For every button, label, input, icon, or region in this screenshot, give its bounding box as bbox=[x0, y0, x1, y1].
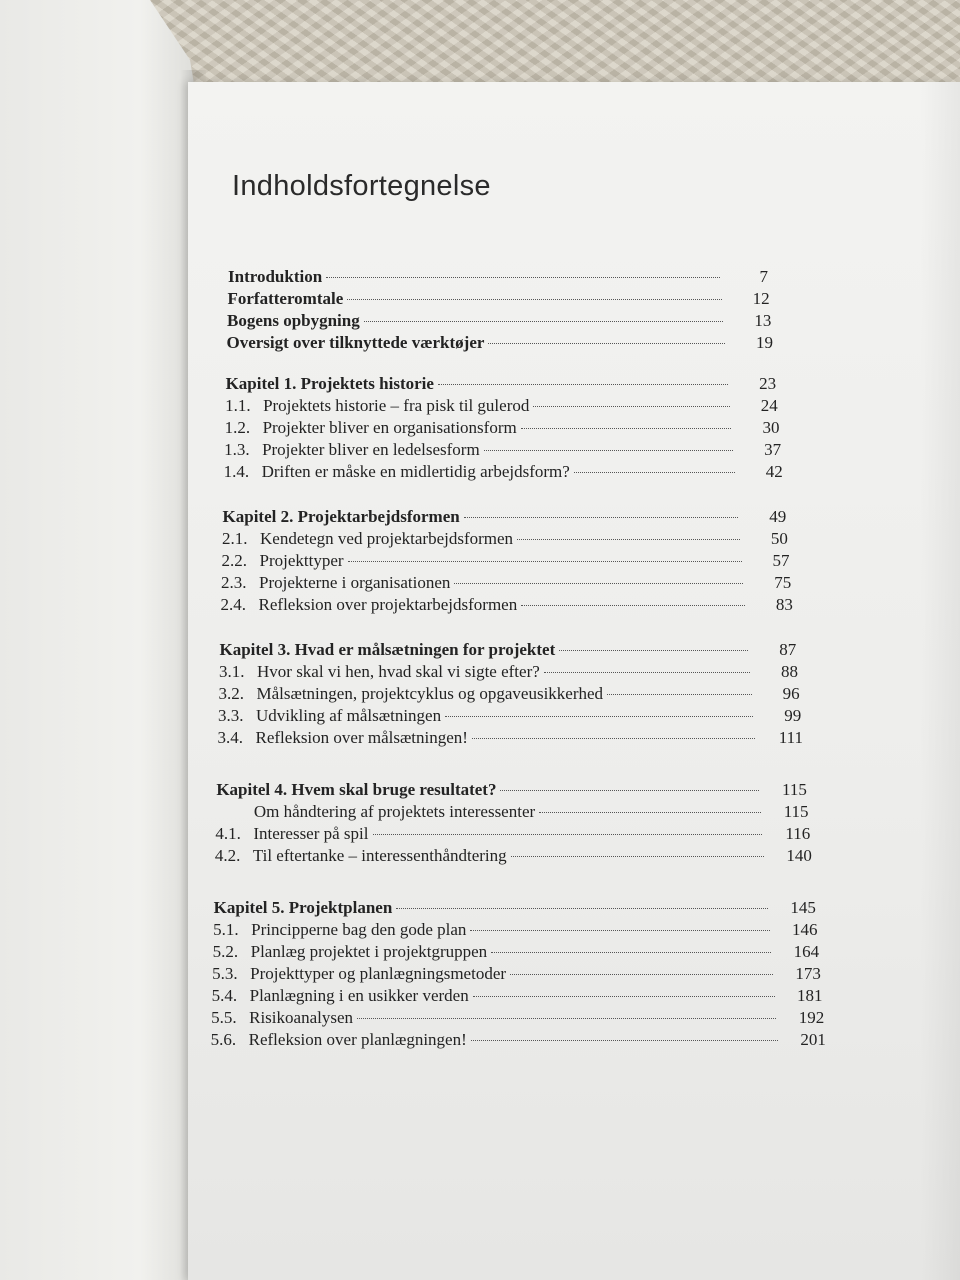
toc-entry-page-number: 116 bbox=[785, 824, 811, 843]
toc-entry-page-number: 115 bbox=[782, 780, 807, 799]
dot-leader bbox=[348, 561, 742, 562]
dot-leader bbox=[473, 996, 775, 997]
toc-entry-title: Projekter bliver en ledelsesform bbox=[262, 440, 480, 459]
toc-entry-number: 4.2. bbox=[214, 846, 241, 865]
toc-entry-page-number: 30 bbox=[762, 418, 780, 437]
toc-entry-number: 2.1. bbox=[222, 529, 248, 548]
dot-leader bbox=[574, 472, 735, 473]
toc-entry bbox=[213, 941, 820, 963]
dot-leader bbox=[364, 321, 724, 322]
dot-leader bbox=[521, 605, 745, 606]
toc-entry-title: Til eftertanke – interessenthåndtering bbox=[252, 846, 507, 865]
toc-entry bbox=[218, 727, 803, 749]
dot-leader bbox=[471, 1040, 778, 1041]
toc-entry-title: Bogens opbygning bbox=[226, 311, 360, 330]
dot-leader bbox=[491, 952, 771, 953]
dot-leader bbox=[484, 450, 733, 451]
toc-entry-page-number: 99 bbox=[784, 706, 802, 725]
toc-entry-title: Målsætningen, projektcyklus og opgaveusikkerhed bbox=[256, 684, 604, 703]
toc-entry bbox=[224, 439, 781, 461]
toc-entry-title: Oversigt over tilknyttede værktøjer bbox=[226, 333, 485, 352]
toc-entry-title: Kendetegn ved projektarbejdsformen bbox=[260, 529, 514, 548]
toc-entry-number: 5.5. bbox=[211, 1008, 237, 1027]
toc-entry-title: Interesser på spil bbox=[253, 824, 369, 843]
dot-leader bbox=[500, 790, 758, 791]
toc-entry-title: Principperne bag den gode plan bbox=[251, 920, 467, 939]
toc-entry-title: Forfatteromtale bbox=[227, 289, 344, 308]
toc-entry-page-number: 173 bbox=[795, 964, 821, 983]
dot-leader bbox=[559, 650, 748, 651]
dot-leader bbox=[510, 974, 773, 975]
toc-entry-number: 4.1. bbox=[215, 824, 241, 843]
toc-entry-page-number: 111 bbox=[778, 728, 803, 747]
toc-entry-title: Planlægning i en usikker verden bbox=[249, 986, 469, 1005]
toc-entry bbox=[219, 683, 800, 705]
toc-entry-number: 3.1. bbox=[219, 662, 245, 681]
toc-entry-page-number: 24 bbox=[760, 396, 778, 415]
dot-leader bbox=[326, 277, 720, 278]
toc-entry bbox=[224, 461, 783, 483]
toc-entry bbox=[211, 1029, 826, 1051]
page-shadow bbox=[920, 82, 960, 1280]
dot-leader bbox=[544, 672, 750, 673]
toc-entry bbox=[222, 550, 790, 572]
toc-entry-title: Refleksion over målsætningen! bbox=[255, 728, 468, 747]
toc-entry-title: Risikoanalysen bbox=[249, 1008, 354, 1027]
toc-entry-title: Kapitel 1. Projektets historie bbox=[225, 374, 434, 393]
toc-entry-title: Hvor skal vi hen, hvad skal vi sigte efter? bbox=[257, 662, 540, 681]
toc-entry bbox=[212, 985, 823, 1007]
toc-entry-title: Projekttyper og planlægningsmetoder bbox=[250, 964, 507, 983]
toc-entry-page-number: 7 bbox=[759, 267, 768, 286]
toc-entry-number: 3.4. bbox=[217, 728, 243, 747]
dot-leader bbox=[607, 694, 752, 695]
dot-leader bbox=[373, 834, 763, 835]
toc-entry bbox=[219, 661, 798, 683]
toc-entry-page-number: 164 bbox=[793, 942, 820, 961]
dot-leader bbox=[470, 930, 769, 931]
toc-entry-number: 1.4. bbox=[223, 462, 250, 481]
toc-entry-number: 5.1. bbox=[213, 920, 239, 939]
page-title: Indholdsfortegnelse bbox=[232, 170, 491, 202]
toc-entry-page-number: 146 bbox=[792, 920, 818, 939]
toc-entry-page-number: 13 bbox=[754, 311, 772, 330]
toc-entry-page-number: 181 bbox=[797, 986, 823, 1005]
toc-entry-title: Projekttyper bbox=[259, 551, 344, 570]
toc-entry-page-number: 192 bbox=[798, 1008, 825, 1027]
dot-leader bbox=[454, 583, 743, 584]
dot-leader bbox=[347, 299, 721, 300]
toc-entry bbox=[225, 395, 778, 417]
toc-entry bbox=[226, 373, 777, 395]
toc-entry-number: 2.4. bbox=[220, 595, 247, 614]
toc-entry bbox=[213, 919, 817, 941]
toc-entry-number: 5.6. bbox=[210, 1030, 237, 1049]
toc-entry-title: Projekterne i organisationen bbox=[259, 573, 451, 592]
toc-entry bbox=[212, 963, 821, 985]
toc-entry-page-number: 145 bbox=[790, 898, 816, 917]
left-page bbox=[0, 0, 200, 1280]
toc-entry-page-number: 19 bbox=[755, 333, 773, 352]
toc-entry-number: 5.3. bbox=[212, 964, 238, 983]
toc-entry bbox=[211, 1007, 824, 1029]
toc-entry-page-number: 37 bbox=[764, 440, 782, 459]
dot-leader bbox=[472, 738, 755, 739]
toc-entry-number: 1.3. bbox=[224, 440, 250, 459]
dot-leader bbox=[539, 812, 760, 813]
toc-entry-page-number: 75 bbox=[774, 573, 792, 592]
toc-entry bbox=[214, 897, 816, 919]
toc-entry bbox=[226, 332, 773, 354]
toc-entry-number: 2.2. bbox=[221, 551, 248, 570]
toc-entry-title: Refleksion over planlægningen! bbox=[248, 1030, 467, 1049]
toc-entry-title: Kapitel 2. Projektarbejdsformen bbox=[222, 507, 460, 526]
toc-entry-title: Kapitel 4. Hvem skal bruge resultatet? bbox=[216, 780, 497, 799]
dot-leader bbox=[521, 428, 732, 429]
toc-entry-title: Projektets historie – fra pisk til gulerod bbox=[263, 396, 530, 415]
toc-entry bbox=[215, 845, 812, 867]
dot-leader bbox=[488, 343, 725, 344]
toc-entry bbox=[221, 572, 791, 594]
toc-entry bbox=[228, 266, 768, 288]
toc-entry-page-number: 12 bbox=[752, 289, 770, 308]
dot-leader bbox=[464, 517, 738, 518]
toc-entry bbox=[227, 310, 771, 332]
toc-entry bbox=[227, 288, 769, 310]
toc-entry bbox=[218, 705, 801, 727]
toc-entry-page-number: 23 bbox=[759, 374, 777, 393]
toc-entry-page-number: 83 bbox=[775, 595, 793, 614]
toc-entry bbox=[221, 594, 793, 616]
toc-entry-title: Kapitel 5. Projektplanen bbox=[213, 898, 393, 917]
toc-entry-page-number: 49 bbox=[769, 507, 787, 526]
toc-entry-title: Planlæg projektet i projektgruppen bbox=[250, 942, 488, 961]
toc-entry-page-number: 96 bbox=[782, 684, 800, 703]
toc-entry-title: Kapitel 3. Hvad er målsætningen for projektet bbox=[219, 640, 556, 659]
toc-page bbox=[188, 82, 960, 1280]
toc-entry-page-number: 115 bbox=[783, 802, 809, 821]
toc-entry-title: Introduktion bbox=[228, 267, 323, 286]
toc-entry-number: 5.2. bbox=[212, 942, 239, 961]
toc-entry-page-number: 201 bbox=[800, 1030, 826, 1049]
dot-leader bbox=[533, 406, 729, 407]
toc-entry-page-number: 87 bbox=[779, 640, 797, 659]
toc-entry-title: Driften er måske en midlertidig arbejdsform? bbox=[261, 462, 570, 481]
dot-leader bbox=[357, 1018, 776, 1019]
toc-entry bbox=[216, 779, 807, 801]
toc-entry bbox=[225, 417, 780, 439]
toc-entry-title: Projekter bliver en organisationsform bbox=[262, 418, 517, 437]
dot-leader bbox=[511, 856, 764, 857]
toc-entry-number: 1.2. bbox=[224, 418, 251, 437]
dot-leader bbox=[445, 716, 753, 717]
toc-entry-page-number: 57 bbox=[772, 551, 790, 570]
toc-entry-page-number: 140 bbox=[786, 846, 812, 865]
toc-entry-number: 1.1. bbox=[225, 396, 251, 415]
toc-entry bbox=[223, 506, 787, 528]
toc-entry bbox=[220, 639, 797, 661]
toc-entry-number: 3.2. bbox=[218, 684, 244, 703]
toc-entry bbox=[222, 528, 788, 550]
toc-entry-page-number: 42 bbox=[765, 462, 783, 481]
toc-entry-number: 2.3. bbox=[221, 573, 247, 592]
toc-entry bbox=[216, 801, 809, 823]
toc-entry-number: 3.3. bbox=[218, 706, 244, 725]
toc-entry-page-number: 88 bbox=[780, 662, 798, 681]
toc-entry bbox=[215, 823, 810, 845]
toc-entry-number: 5.4. bbox=[211, 986, 238, 1005]
dot-leader bbox=[396, 908, 768, 909]
toc-entry-title: Refleksion over projektarbejdsformen bbox=[258, 595, 518, 614]
toc-entry-title: Udvikling af målsætningen bbox=[256, 706, 442, 725]
toc-entry-page-number: 50 bbox=[770, 529, 788, 548]
dot-leader bbox=[517, 539, 740, 540]
dot-leader bbox=[438, 384, 728, 385]
toc-entry-title: Om håndtering af projektets interessenter bbox=[253, 802, 536, 821]
